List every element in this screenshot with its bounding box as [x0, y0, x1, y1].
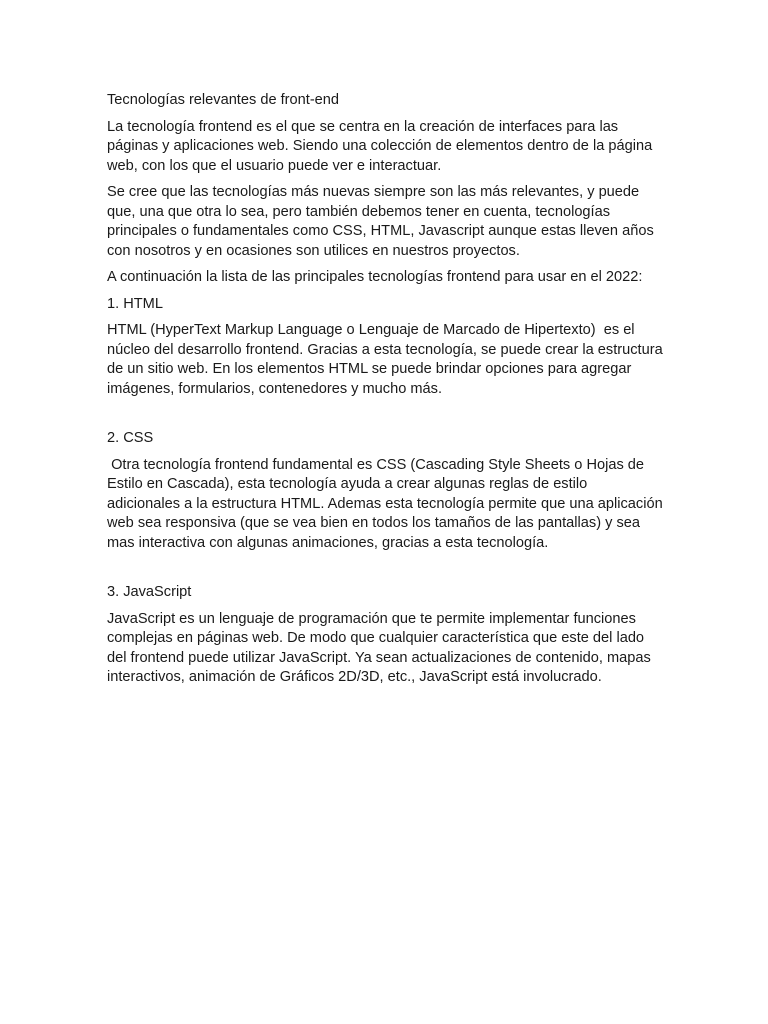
- document-page: [107, 91, 667, 688]
- document-title: Tecnologías relevantes de front-end: [107, 92, 340, 108]
- section-heading-javascript: 3. JavaScript: [107, 584, 192, 600]
- section-heading-html: 1. HTML: [107, 295, 163, 312]
- intro-paragraph-1: La tecnología frontend es el que se centra en la creación de interfaces para las páginas y aplicaciones web. Siendo una colección de elementos dentro de la página web, con los que el usuario puede ver e interactuar.: [107, 118, 657, 174]
- list-intro-paragraph: A continuación la lista de las principales tecnologías frontend para usar en el 2022:: [107, 269, 643, 285]
- section-body-html: HTML (HyperText Markup Language o Lenguaje de Marcado de Hipertexto) es el núcleo del desarrollo frontend. Gracias a esta tecnología, se puede crear la estructura de un sitio web. En los elementos HTML se puede brindar opciones para agregar imágenes, formularios, contenedores y mucho más.: [107, 322, 667, 397]
- section-body-javascript: JavaScript es un lenguaje de programación que te permite implementar funciones complejas en páginas web. De modo que cualquier característica que este del lado del frontend puede utilizar JavaScript. Ya sean actualizaciones de contenido, mapas interactivos, animación de Gráficos 2D/3D, etc., JavaScript está involucrado.: [107, 610, 655, 685]
- section-body-css: Otra tecnología frontend fundamental es CSS (Cascading Style Sheets o Hojas de Estilo en Cascada), esta tecnología ayuda a crear algunas reglas de estilo adicionales a la estructura HTML. Ademas esta tecnología permite que una aplicación web sea responsiva (que se vea bien en todos los tamaños de las pantallas) y sea mas interactiva con algunas animaciones, gracias a esta tecnología.: [107, 456, 667, 551]
- section-heading-css: 2. CSS: [107, 430, 154, 446]
- intro-paragraph-2: Se cree que las tecnologías más nuevas siempre son las más relevantes, y puede que, una que otra lo sea, pero también debemos tener en cuenta, tecnologías principales o fundamentales como CSS, HTML, Javascript aunque estas lleven años con nosotros y en ocasiones son utilices en nuestros proyectos.: [107, 184, 658, 259]
